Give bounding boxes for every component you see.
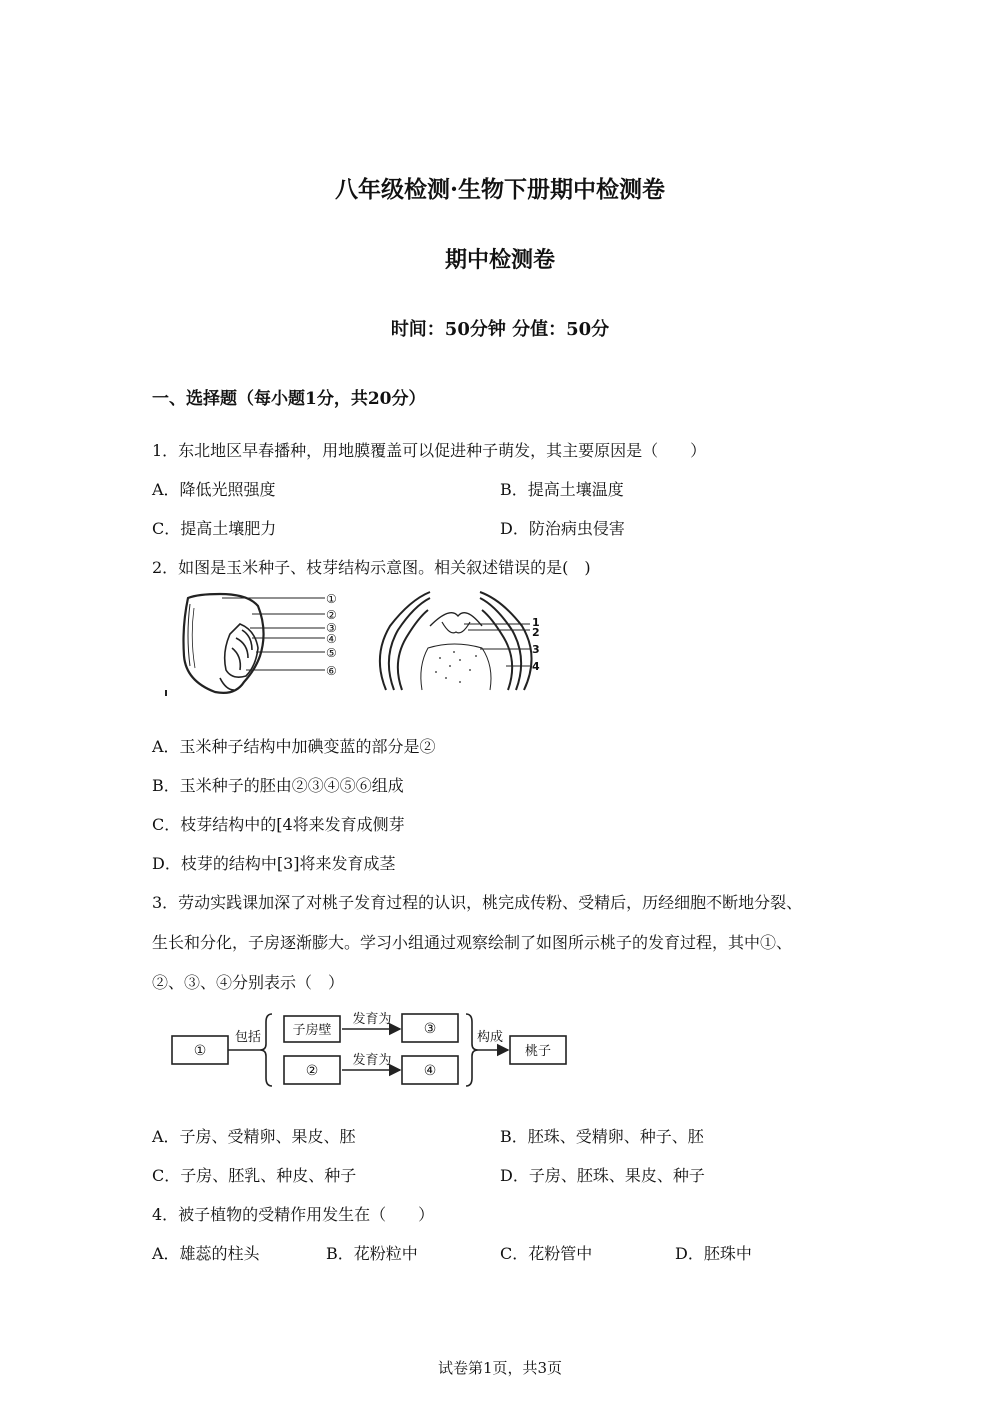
question-3-stem-line1: 3．劳动实践课加深了对桃子发育过程的认识，桃完成传粉、受精后，历经细胞不断地分裂、 bbox=[152, 893, 803, 912]
q2-option-c: C．枝芽结构中的[4将来发育成侧芽 bbox=[152, 815, 405, 834]
q1-option-a: A．降低光照强度 bbox=[152, 480, 276, 499]
bud-label-2: 2 bbox=[532, 626, 540, 639]
q3-option-d: D．子房、胚珠、果皮、种子 bbox=[500, 1166, 705, 1185]
seed-label-4: ④ bbox=[326, 632, 337, 646]
peach-label: 桃子 bbox=[524, 1044, 552, 1059]
q4-option-c: C．花粉管中 bbox=[500, 1244, 593, 1263]
question-4-stem: 4．被子植物的受精作用发生在（ ） bbox=[152, 1205, 435, 1224]
seed-label-6: ⑥ bbox=[326, 664, 337, 678]
section-heading: 一、选择题（每小题1分，共20分） bbox=[152, 389, 426, 409]
q2-option-d: D．枝芽的结构中[3]将来发育成茎 bbox=[152, 854, 396, 873]
left-brace bbox=[260, 1014, 272, 1086]
question-3-stem-line3: ②、③、④分别表示（ ） bbox=[152, 973, 345, 992]
q4-option-a: A．雄蕊的柱头 bbox=[152, 1244, 260, 1263]
seed-label-2: ② bbox=[326, 608, 337, 622]
box-1-label: ① bbox=[193, 1043, 207, 1059]
bud-label-1: 1 bbox=[532, 616, 540, 629]
q2-option-b: B．玉米种子的胚由②③④⑤⑥组成 bbox=[152, 776, 404, 795]
q1-option-c: C．提高土壤肥力 bbox=[152, 519, 277, 538]
bud-texture bbox=[435, 651, 477, 683]
page-subtitle: 期中检测卷 bbox=[444, 247, 555, 273]
q3-option-c: C．子房、胚乳、种皮、种子 bbox=[152, 1166, 357, 1185]
branch-bud-diagram bbox=[380, 592, 532, 690]
ovary-wall-label: 子房壁 bbox=[292, 1023, 332, 1038]
q1-option-d: D．防治病虫侵害 bbox=[500, 519, 625, 538]
form-label: 构成 bbox=[476, 1030, 504, 1045]
q1-option-b: B．提高土壤温度 bbox=[500, 480, 624, 499]
q2-option-a: A．玉米种子结构中加碘变蓝的部分是② bbox=[152, 737, 436, 756]
q3-option-a: A．子房、受精卵、果皮、胚 bbox=[152, 1127, 356, 1146]
box-3-label: ③ bbox=[423, 1021, 437, 1037]
question-1-stem: 1．东北地区早春播种，用地膜覆盖可以促进种子萌发，其主要原因是（ ） bbox=[152, 441, 707, 460]
q4-option-d: D．胚珠中 bbox=[675, 1244, 752, 1263]
right-brace bbox=[466, 1014, 478, 1086]
seed-label-5: ⑤ bbox=[326, 646, 337, 660]
box-2-label: ② bbox=[305, 1063, 319, 1079]
corn-seed-diagram bbox=[166, 594, 264, 696]
box-4-label: ④ bbox=[423, 1063, 437, 1079]
exam-meta: 时间：50分钟 分值：50分 bbox=[390, 319, 610, 340]
seed-label-lines bbox=[222, 598, 325, 670]
develop-label-2: 发育为 bbox=[352, 1053, 392, 1068]
peach-development-diagram bbox=[168, 1008, 578, 1094]
seed-label-1: ① bbox=[326, 592, 337, 606]
seed-bud-figure bbox=[160, 586, 560, 702]
seed-label-3: ③ bbox=[326, 621, 337, 635]
develop-label-1: 发育为 bbox=[352, 1012, 392, 1027]
page-title: 八年级检测·生物下册期中检测卷 bbox=[334, 176, 665, 203]
page-footer: 试卷第1页，共3页 bbox=[437, 1359, 563, 1377]
q4-option-b: B．花粉粒中 bbox=[326, 1244, 418, 1263]
question-2-stem: 2．如图是玉米种子、枝芽结构示意图。相关叙述错误的是( ) bbox=[152, 558, 591, 577]
question-3-stem-line2: 生长和分化，子房逐渐膨大。学习小组通过观察绘制了如图所示桃子的发育过程，其中①、 bbox=[152, 933, 793, 952]
bud-label-4: 4 bbox=[532, 660, 540, 673]
bud-label-3: 3 bbox=[532, 643, 540, 656]
include-label: 包括 bbox=[234, 1030, 262, 1045]
q3-option-b: B．胚珠、受精卵、种子、胚 bbox=[500, 1127, 704, 1146]
